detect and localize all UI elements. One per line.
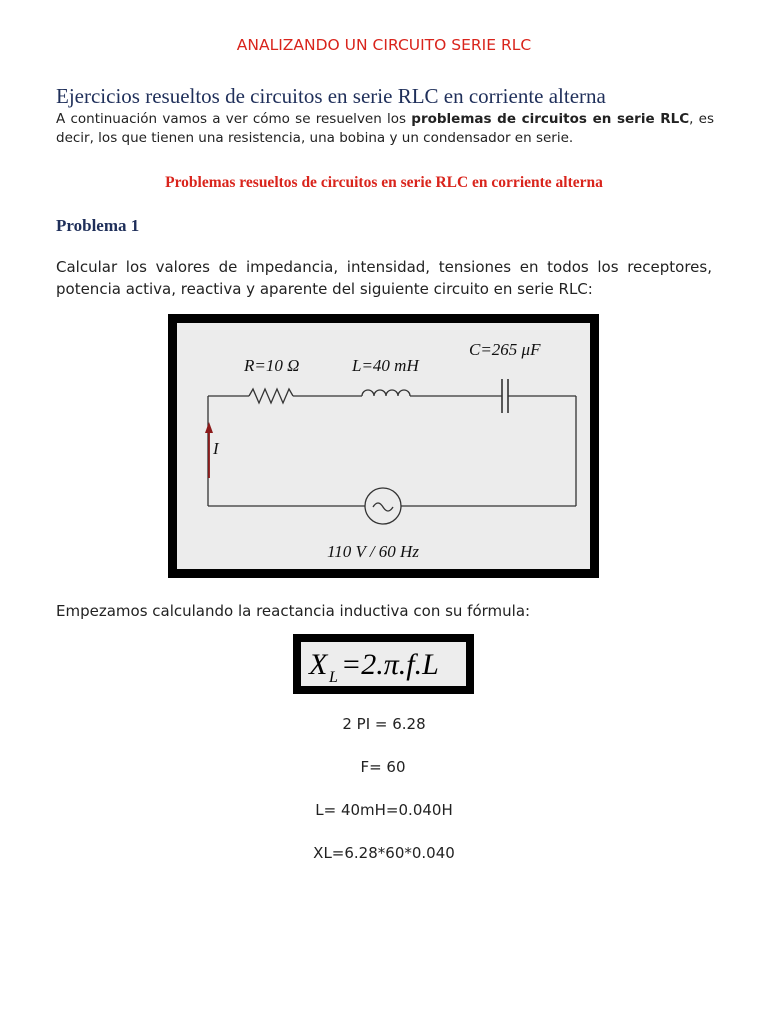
formula-subscript: L (329, 669, 338, 686)
formula-lhs: X (309, 648, 328, 681)
intro-bold-text: problemas de circuitos en serie RLC (411, 111, 690, 127)
intro-text-1: A continuación vamos a ver cómo se resuelven los (56, 111, 412, 127)
inductor-symbol (362, 390, 410, 396)
intro-formula-text: Empezamos calculando la reactancia inductiva con su fórmula: (56, 602, 531, 620)
formula-panel (301, 642, 466, 686)
document-title: ANALIZANDO UN CIRCUITO SERIE RLC (236, 36, 532, 54)
circuit-panel (177, 323, 590, 569)
problems-heading: Problemas resueltos de circuitos en serie RLC en corriente alterna (165, 174, 603, 191)
circuit-drawing (177, 323, 590, 569)
source-label: 110 V / 60 Hz (327, 542, 419, 561)
inductor-label: L=40 mH (352, 356, 419, 375)
calculation-line: 2 PI = 6.28 (342, 715, 426, 733)
problem-statement: Calcular los valores de impedancia, intensidad, tensiones en todos los receptores, potencia activa, reactiva y aparente del siguiente circuito en serie RLC: (56, 258, 712, 298)
problem-title: Problema 1 (56, 216, 140, 235)
resistor-symbol (249, 389, 293, 403)
calculation-line: XL=6.28*60*0.040 (313, 844, 455, 862)
current-label: I (213, 439, 219, 458)
intro-text-2: , es decir, los que tienen una resistencia, una bobina y un condensador en serie. (56, 111, 715, 146)
circuit-diagram (168, 314, 599, 578)
intro-paragraph (56, 110, 714, 148)
calculation-line: F= 60 (360, 758, 406, 776)
current-arrow-head (205, 422, 213, 433)
calculation-line: L= 40mH=0.040H (315, 801, 453, 819)
formula-rhs: =2.π.f.L (341, 648, 439, 681)
formula-box (293, 634, 474, 694)
resistor-label: R=10 Ω (244, 356, 300, 375)
section-heading: Ejercicios resueltos de circuitos en serie RLC en corriente alterna (56, 84, 606, 108)
formula-drawing (301, 642, 466, 686)
capacitor-label: C=265 μF (469, 340, 541, 359)
